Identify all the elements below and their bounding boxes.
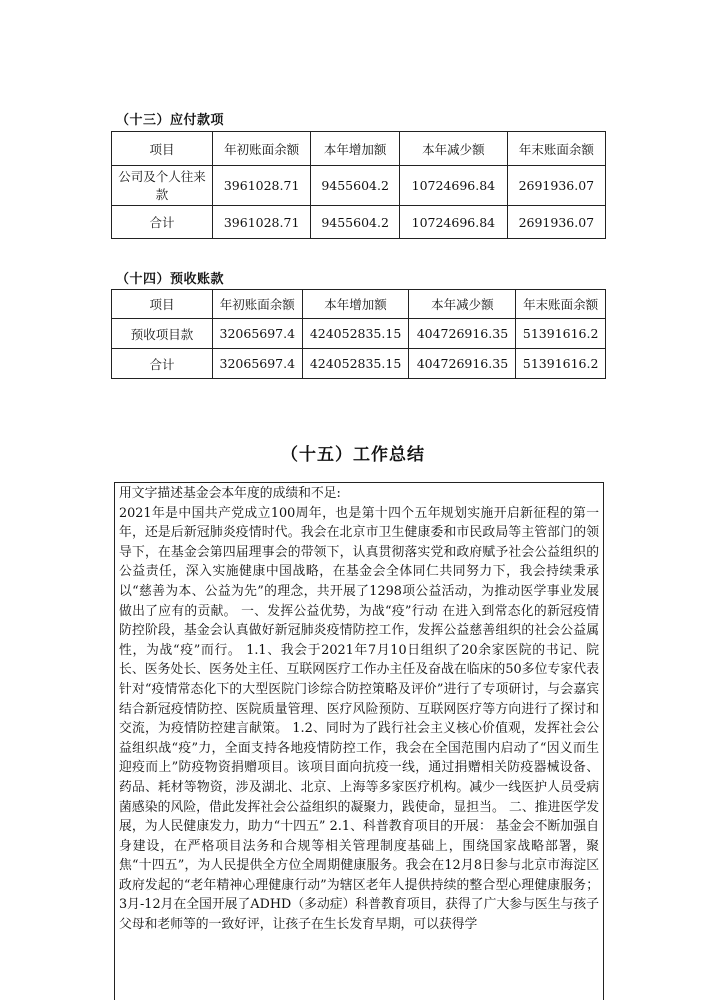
table-cell: 合计 — [112, 349, 213, 379]
table-cell: 404726916.35 — [409, 349, 516, 379]
table-cell: 9455604.2 — [311, 206, 400, 239]
table-cell: 51391616.2 — [516, 319, 606, 349]
table-cell: 424052835.15 — [302, 319, 409, 349]
table-row — [112, 206, 606, 239]
header-cell: 项目 — [112, 132, 213, 166]
header-cell: 年初账面余额 — [213, 132, 311, 166]
table-row — [112, 166, 606, 206]
table-cell: 32065697.4 — [213, 349, 303, 379]
header-cell: 本年减少额 — [400, 132, 508, 166]
table-cell: 404726916.35 — [409, 319, 516, 349]
table-cell: 9455604.2 — [311, 166, 400, 206]
table-cell: 2691936.07 — [507, 206, 605, 239]
table-cell: 3961028.71 — [213, 206, 311, 239]
table-cell: 合计 — [112, 206, 213, 239]
work-summary-box — [114, 482, 604, 1000]
section-15-title: （十五）工作总结 — [281, 445, 425, 465]
table-header-row — [112, 290, 606, 319]
table-cell: 424052835.15 — [302, 349, 409, 379]
header-cell: 本年减少额 — [409, 290, 516, 319]
section-14-title: （十四）预收账款 — [116, 272, 225, 287]
advance-receipts-table — [111, 289, 606, 379]
table-row — [112, 319, 606, 349]
table-row — [112, 349, 606, 379]
header-cell: 本年增加额 — [311, 132, 400, 166]
table-cell: 2691936.07 — [507, 166, 605, 206]
header-cell: 项目 — [112, 290, 213, 319]
header-cell: 本年增加额 — [302, 290, 409, 319]
summary-prompt: 用文字描述基金会本年度的成绩和不足: — [119, 486, 341, 501]
table-cell: 32065697.4 — [213, 319, 303, 349]
table-cell: 公司及个人往来款 — [112, 166, 213, 206]
table-header-row — [112, 132, 606, 166]
table-cell: 51391616.2 — [516, 349, 606, 379]
table-cell: 10724696.84 — [400, 206, 508, 239]
header-cell: 年初账面余额 — [213, 290, 303, 319]
section-13-title: （十三）应付款项 — [116, 113, 225, 128]
table-cell: 预收项目款 — [112, 319, 213, 349]
header-cell: 年末账面余额 — [507, 132, 605, 166]
payables-table — [111, 131, 606, 239]
summary-body: 2021年是中国共产党成立100周年，也是第十四个五年规划实施开启新征程的第一年，还是后新冠肺炎疫情时代。我会在北京市卫生健康委和市民政局等主管部门的领导下，在基金会第四届理事会的带领下，认真贯彻落实党和政府赋予社会公益组织的公益责任，深入实施健康中国战略，在基金会全体同仁共同努力下，我会持续秉承以“慈善为本、公益为先”的理念，共开展了1298项公益活动，为推动医学事业发展做出了应有的贡献。 一、发挥公益优势，为战“疫”行动 在进入到常态化的新冠疫情防控阶段，基金会认真做好新冠肺炎疫情防控工作，发挥公益慈善组织的社会公益属性，为战“疫”而行。 1.1、我会于2021年7月10日组织了20余家医院的书记、院长、医务处长、医务处主任、互联网医疗工作办主任及奋战在临床的50多位专家代表针对“疫情常态化下的大型医院门诊综合防控策略及评价”进行了专项研讨，与会嘉宾结合新冠疫情防控、医院质量管理、医疗风险预防、互联网医疗等方向进行了探讨和交流，为疫情防控建言献策。 1.2、同时为了践行社会主义核心价值观，发挥社会公益组织战“疫”力，全面支持各地疫情防控工作，我会在全国范围内启动了“因义而生 迎疫而上”防疫物资捐赠项目。该项目面向抗疫一线，通过捐赠相关防疫器械设备、药品、耗材等物资，涉及湖北、北京、上海等多家医疗机构。减少一线医护人员受病菌感染的风险，借此发挥社会公益组织的凝聚力，践使命，显担当。 二、推进医学发展，为人民健康发力，助力“十四五” 2.1、科普教育项目的开展： 基金会不断加强自身建设，在严格项目法务和合规等相关管理制度基础上，围绕国家战略部署，聚焦“十四五”，为人民提供全方位全周期健康服务。我会在12月8日参与北京市海淀区政府发起的“老年精神心理健康行动”为辖区老年人提供持续的整合型心理健康服务；3月-12月在全国开展了ADHD（多动症）科普教育项目，获得了广大参与医生与孩子父母和老师等的一致好评，让孩子在生长发育早期，可以获得学 — [119, 505, 599, 933]
header-cell: 年末账面余额 — [516, 290, 606, 319]
table-cell: 3961028.71 — [213, 166, 311, 206]
table-cell: 10724696.84 — [400, 166, 508, 206]
